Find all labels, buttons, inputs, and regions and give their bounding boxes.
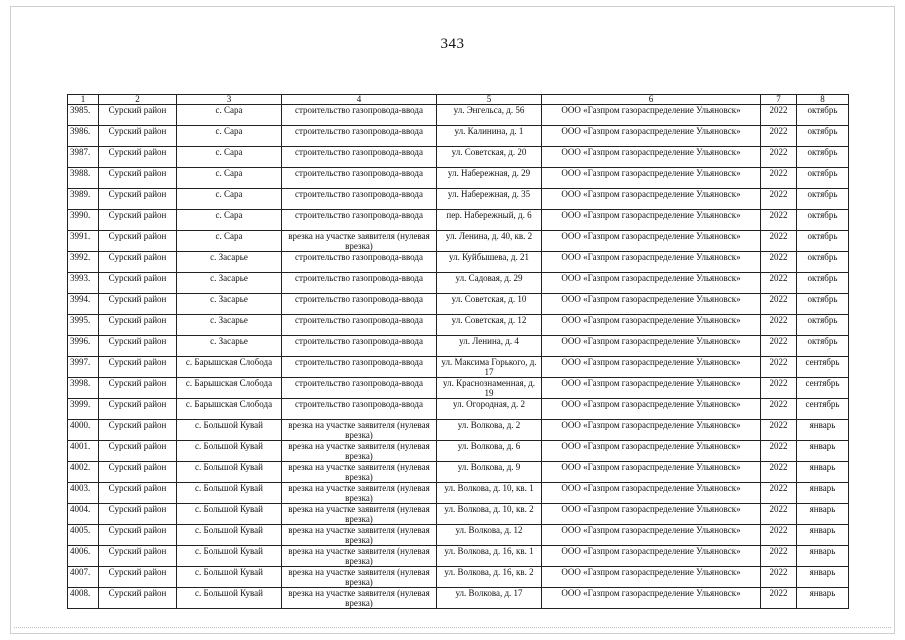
work-type-cell: врезка на участке заявителя (нулевая врезка): [282, 483, 437, 504]
locality-cell: с. Большой Кувай: [177, 462, 282, 483]
row-number-cell: 3993.: [68, 273, 99, 294]
district-cell: Сурский район: [99, 294, 177, 315]
row-number-cell: 3992.: [68, 252, 99, 273]
organization-cell: ООО «Газпром газораспределение Ульяновск»: [542, 252, 761, 273]
address-cell: ул. Волкова, д. 2: [437, 420, 542, 441]
locality-cell: с. Засарье: [177, 294, 282, 315]
table-row: [68, 189, 849, 210]
address-cell: ул. Советская, д. 10: [437, 294, 542, 315]
organization-cell: ООО «Газпром газораспределение Ульяновск»: [542, 126, 761, 147]
locality-cell: с. Сара: [177, 168, 282, 189]
year-cell: 2022: [761, 105, 797, 126]
organization-cell: ООО «Газпром газораспределение Ульяновск»: [542, 189, 761, 210]
locality-cell: с. Засарье: [177, 315, 282, 336]
district-cell: Сурский район: [99, 189, 177, 210]
work-type-cell: врезка на участке заявителя (нулевая врезка): [282, 525, 437, 546]
organization-cell: ООО «Газпром газораспределение Ульяновск»: [542, 504, 761, 525]
district-cell: Сурский район: [99, 252, 177, 273]
address-cell: ул. Волкова, д. 12: [437, 525, 542, 546]
row-number-cell: 3997.: [68, 357, 99, 378]
scan-edge: [14, 627, 891, 630]
column-header: 1: [68, 95, 99, 105]
table-row: [68, 273, 849, 294]
table-row: [68, 525, 849, 546]
address-cell: ул. Волкова, д. 16, кв. 1: [437, 546, 542, 567]
locality-cell: с. Большой Кувай: [177, 504, 282, 525]
year-cell: 2022: [761, 168, 797, 189]
address-cell: ул. Советская, д. 20: [437, 147, 542, 168]
header-row: [68, 95, 849, 105]
row-number-cell: 4001.: [68, 441, 99, 462]
locality-cell: с. Сара: [177, 147, 282, 168]
row-number-cell: 3994.: [68, 294, 99, 315]
district-cell: Сурский район: [99, 336, 177, 357]
month-cell: октябрь: [797, 252, 849, 273]
address-cell: ул. Калинина, д. 1: [437, 126, 542, 147]
locality-cell: с. Большой Кувай: [177, 441, 282, 462]
column-header: 6: [542, 95, 761, 105]
district-cell: Сурский район: [99, 147, 177, 168]
table-row: [68, 357, 849, 378]
page-number: 343: [440, 36, 465, 52]
row-number-cell: 3998.: [68, 378, 99, 399]
locality-cell: с. Засарье: [177, 273, 282, 294]
work-type-cell: строительство газопровода-ввода: [282, 378, 437, 399]
year-cell: 2022: [761, 525, 797, 546]
table-row: [68, 126, 849, 147]
locality-cell: с. Барышская Слобода: [177, 378, 282, 399]
work-type-cell: врезка на участке заявителя (нулевая врезка): [282, 588, 437, 609]
work-type-cell: врезка на участке заявителя (нулевая врезка): [282, 567, 437, 588]
row-number-cell: 4008.: [68, 588, 99, 609]
month-cell: сентябрь: [797, 399, 849, 420]
table-row: [68, 105, 849, 126]
month-cell: январь: [797, 504, 849, 525]
row-number-cell: 4000.: [68, 420, 99, 441]
year-cell: 2022: [761, 231, 797, 252]
address-cell: ул. Огородная, д. 2: [437, 399, 542, 420]
work-type-cell: строительство газопровода-ввода: [282, 315, 437, 336]
year-cell: 2022: [761, 357, 797, 378]
district-cell: Сурский район: [99, 483, 177, 504]
gas-connection-table: [67, 94, 849, 609]
month-cell: октябрь: [797, 126, 849, 147]
row-number-cell: 3995.: [68, 315, 99, 336]
work-type-cell: строительство газопровода-ввода: [282, 399, 437, 420]
organization-cell: ООО «Газпром газораспределение Ульяновск»: [542, 336, 761, 357]
table-row: [68, 483, 849, 504]
organization-cell: ООО «Газпром газораспределение Ульяновск»: [542, 567, 761, 588]
month-cell: октябрь: [797, 189, 849, 210]
locality-cell: с. Засарье: [177, 252, 282, 273]
month-cell: октябрь: [797, 273, 849, 294]
work-type-cell: строительство газопровода-ввода: [282, 147, 437, 168]
month-cell: октябрь: [797, 210, 849, 231]
district-cell: Сурский район: [99, 357, 177, 378]
month-cell: январь: [797, 525, 849, 546]
organization-cell: ООО «Газпром газораспределение Ульяновск»: [542, 399, 761, 420]
year-cell: 2022: [761, 504, 797, 525]
district-cell: Сурский район: [99, 420, 177, 441]
address-cell: ул. Волкова, д. 9: [437, 462, 542, 483]
district-cell: Сурский район: [99, 525, 177, 546]
year-cell: 2022: [761, 420, 797, 441]
table-row: [68, 315, 849, 336]
locality-cell: с. Барышская Слобода: [177, 399, 282, 420]
month-cell: январь: [797, 483, 849, 504]
organization-cell: ООО «Газпром газораспределение Ульяновск»: [542, 147, 761, 168]
table-row: [68, 294, 849, 315]
year-cell: 2022: [761, 126, 797, 147]
month-cell: январь: [797, 588, 849, 609]
locality-cell: с. Большой Кувай: [177, 525, 282, 546]
table-row: [68, 378, 849, 399]
column-header: 2: [99, 95, 177, 105]
table-row: [68, 399, 849, 420]
year-cell: 2022: [761, 294, 797, 315]
year-cell: 2022: [761, 315, 797, 336]
district-cell: Сурский район: [99, 546, 177, 567]
address-cell: ул. Волкова, д. 10, кв. 1: [437, 483, 542, 504]
district-cell: Сурский район: [99, 588, 177, 609]
address-cell: пер. Набережный, д. 6: [437, 210, 542, 231]
work-type-cell: врезка на участке заявителя (нулевая врезка): [282, 546, 437, 567]
work-type-cell: строительство газопровода-ввода: [282, 273, 437, 294]
table-row: [68, 147, 849, 168]
month-cell: октябрь: [797, 231, 849, 252]
row-number-cell: 3989.: [68, 189, 99, 210]
work-type-cell: строительство газопровода-ввода: [282, 252, 437, 273]
year-cell: 2022: [761, 273, 797, 294]
table-row: [68, 231, 849, 252]
address-cell: ул. Волкова, д. 16, кв. 2: [437, 567, 542, 588]
row-number-cell: 3987.: [68, 147, 99, 168]
month-cell: октябрь: [797, 315, 849, 336]
month-cell: январь: [797, 420, 849, 441]
organization-cell: ООО «Газпром газораспределение Ульяновск»: [542, 462, 761, 483]
locality-cell: с. Большой Кувай: [177, 567, 282, 588]
year-cell: 2022: [761, 399, 797, 420]
address-cell: ул. Волкова, д. 6: [437, 441, 542, 462]
locality-cell: с. Большой Кувай: [177, 483, 282, 504]
year-cell: 2022: [761, 378, 797, 399]
work-type-cell: строительство газопровода-ввода: [282, 168, 437, 189]
year-cell: 2022: [761, 546, 797, 567]
table-row: [68, 567, 849, 588]
locality-cell: с. Большой Кувай: [177, 588, 282, 609]
year-cell: 2022: [761, 252, 797, 273]
organization-cell: ООО «Газпром газораспределение Ульяновск»: [542, 294, 761, 315]
column-header: 5: [437, 95, 542, 105]
year-cell: 2022: [761, 588, 797, 609]
year-cell: 2022: [761, 567, 797, 588]
row-number-cell: 3985.: [68, 105, 99, 126]
organization-cell: ООО «Газпром газораспределение Ульяновск»: [542, 210, 761, 231]
district-cell: Сурский район: [99, 126, 177, 147]
table-row: [68, 252, 849, 273]
locality-cell: с. Сара: [177, 189, 282, 210]
row-number-cell: 4003.: [68, 483, 99, 504]
year-cell: 2022: [761, 147, 797, 168]
month-cell: январь: [797, 441, 849, 462]
organization-cell: ООО «Газпром газораспределение Ульяновск»: [542, 525, 761, 546]
table-row: [68, 420, 849, 441]
district-cell: Сурский район: [99, 462, 177, 483]
address-cell: ул. Ленина, д. 40, кв. 2: [437, 231, 542, 252]
address-cell: ул. Краснознаменная, д. 19: [437, 378, 542, 399]
organization-cell: ООО «Газпром газораспределение Ульяновск»: [542, 315, 761, 336]
locality-cell: с. Сара: [177, 126, 282, 147]
organization-cell: ООО «Газпром газораспределение Ульяновск»: [542, 546, 761, 567]
district-cell: Сурский район: [99, 210, 177, 231]
row-number-cell: 3988.: [68, 168, 99, 189]
district-cell: Сурский район: [99, 504, 177, 525]
work-type-cell: врезка на участке заявителя (нулевая врезка): [282, 462, 437, 483]
address-cell: ул. Садовая, д. 29: [437, 273, 542, 294]
organization-cell: ООО «Газпром газораспределение Ульяновск»: [542, 357, 761, 378]
year-cell: 2022: [761, 336, 797, 357]
table-row: [68, 462, 849, 483]
district-cell: Сурский район: [99, 441, 177, 462]
year-cell: 2022: [761, 441, 797, 462]
table-row: [68, 546, 849, 567]
row-number-cell: 4007.: [68, 567, 99, 588]
work-type-cell: врезка на участке заявителя (нулевая врезка): [282, 441, 437, 462]
locality-cell: с. Большой Кувай: [177, 546, 282, 567]
work-type-cell: строительство газопровода-ввода: [282, 294, 437, 315]
organization-cell: ООО «Газпром газораспределение Ульяновск»: [542, 378, 761, 399]
address-cell: ул. Волкова, д. 17: [437, 588, 542, 609]
address-cell: ул. Набережная, д. 29: [437, 168, 542, 189]
column-header: 7: [761, 95, 797, 105]
organization-cell: ООО «Газпром газораспределение Ульяновск»: [542, 588, 761, 609]
table-row: [68, 588, 849, 609]
table-row: [68, 504, 849, 525]
address-cell: ул. Волкова, д. 10, кв. 2: [437, 504, 542, 525]
work-type-cell: строительство газопровода-ввода: [282, 126, 437, 147]
work-type-cell: врезка на участке заявителя (нулевая врезка): [282, 231, 437, 252]
district-cell: Сурский район: [99, 105, 177, 126]
month-cell: сентябрь: [797, 378, 849, 399]
district-cell: Сурский район: [99, 168, 177, 189]
organization-cell: ООО «Газпром газораспределение Ульяновск»: [542, 483, 761, 504]
district-cell: Сурский район: [99, 315, 177, 336]
year-cell: 2022: [761, 483, 797, 504]
locality-cell: с. Засарье: [177, 336, 282, 357]
address-cell: ул. Максима Горького, д. 17: [437, 357, 542, 378]
district-cell: Сурский район: [99, 231, 177, 252]
district-cell: Сурский район: [99, 378, 177, 399]
organization-cell: ООО «Газпром газораспределение Ульяновск»: [542, 231, 761, 252]
month-cell: октябрь: [797, 147, 849, 168]
district-cell: Сурский район: [99, 273, 177, 294]
work-type-cell: строительство газопровода-ввода: [282, 210, 437, 231]
organization-cell: ООО «Газпром газораспределение Ульяновск»: [542, 441, 761, 462]
row-number-cell: 4005.: [68, 525, 99, 546]
row-number-cell: 4004.: [68, 504, 99, 525]
table-row: [68, 336, 849, 357]
district-cell: Сурский район: [99, 399, 177, 420]
table-row: [68, 168, 849, 189]
month-cell: сентябрь: [797, 357, 849, 378]
row-number-cell: 4006.: [68, 546, 99, 567]
row-number-cell: 3996.: [68, 336, 99, 357]
locality-cell: с. Сара: [177, 231, 282, 252]
year-cell: 2022: [761, 210, 797, 231]
organization-cell: ООО «Газпром газораспределение Ульяновск»: [542, 168, 761, 189]
row-number-cell: 3991.: [68, 231, 99, 252]
table-row: [68, 210, 849, 231]
address-cell: ул. Советская, д. 12: [437, 315, 542, 336]
work-type-cell: строительство газопровода-ввода: [282, 357, 437, 378]
organization-cell: ООО «Газпром газораспределение Ульяновск»: [542, 105, 761, 126]
column-header: 3: [177, 95, 282, 105]
address-cell: ул. Куйбышева, д. 21: [437, 252, 542, 273]
address-cell: ул. Набережная, д. 35: [437, 189, 542, 210]
month-cell: январь: [797, 462, 849, 483]
work-type-cell: врезка на участке заявителя (нулевая врезка): [282, 420, 437, 441]
organization-cell: ООО «Газпром газораспределение Ульяновск»: [542, 420, 761, 441]
column-header: 8: [797, 95, 849, 105]
locality-cell: с. Большой Кувай: [177, 420, 282, 441]
address-cell: ул. Энгельса, д. 56: [437, 105, 542, 126]
district-cell: Сурский район: [99, 567, 177, 588]
locality-cell: с. Барышская Слобода: [177, 357, 282, 378]
month-cell: январь: [797, 546, 849, 567]
table-row: [68, 441, 849, 462]
locality-cell: с. Сара: [177, 105, 282, 126]
locality-cell: с. Сара: [177, 210, 282, 231]
year-cell: 2022: [761, 462, 797, 483]
column-header: 4: [282, 95, 437, 105]
work-type-cell: врезка на участке заявителя (нулевая врезка): [282, 504, 437, 525]
month-cell: октябрь: [797, 336, 849, 357]
month-cell: октябрь: [797, 168, 849, 189]
work-type-cell: строительство газопровода-ввода: [282, 189, 437, 210]
row-number-cell: 4002.: [68, 462, 99, 483]
row-number-cell: 3999.: [68, 399, 99, 420]
address-cell: ул. Ленина, д. 4: [437, 336, 542, 357]
work-type-cell: строительство газопровода-ввода: [282, 336, 437, 357]
month-cell: октябрь: [797, 105, 849, 126]
organization-cell: ООО «Газпром газораспределение Ульяновск»: [542, 273, 761, 294]
row-number-cell: 3990.: [68, 210, 99, 231]
month-cell: январь: [797, 567, 849, 588]
year-cell: 2022: [761, 189, 797, 210]
work-type-cell: строительство газопровода-ввода: [282, 105, 437, 126]
row-number-cell: 3986.: [68, 126, 99, 147]
month-cell: октябрь: [797, 294, 849, 315]
